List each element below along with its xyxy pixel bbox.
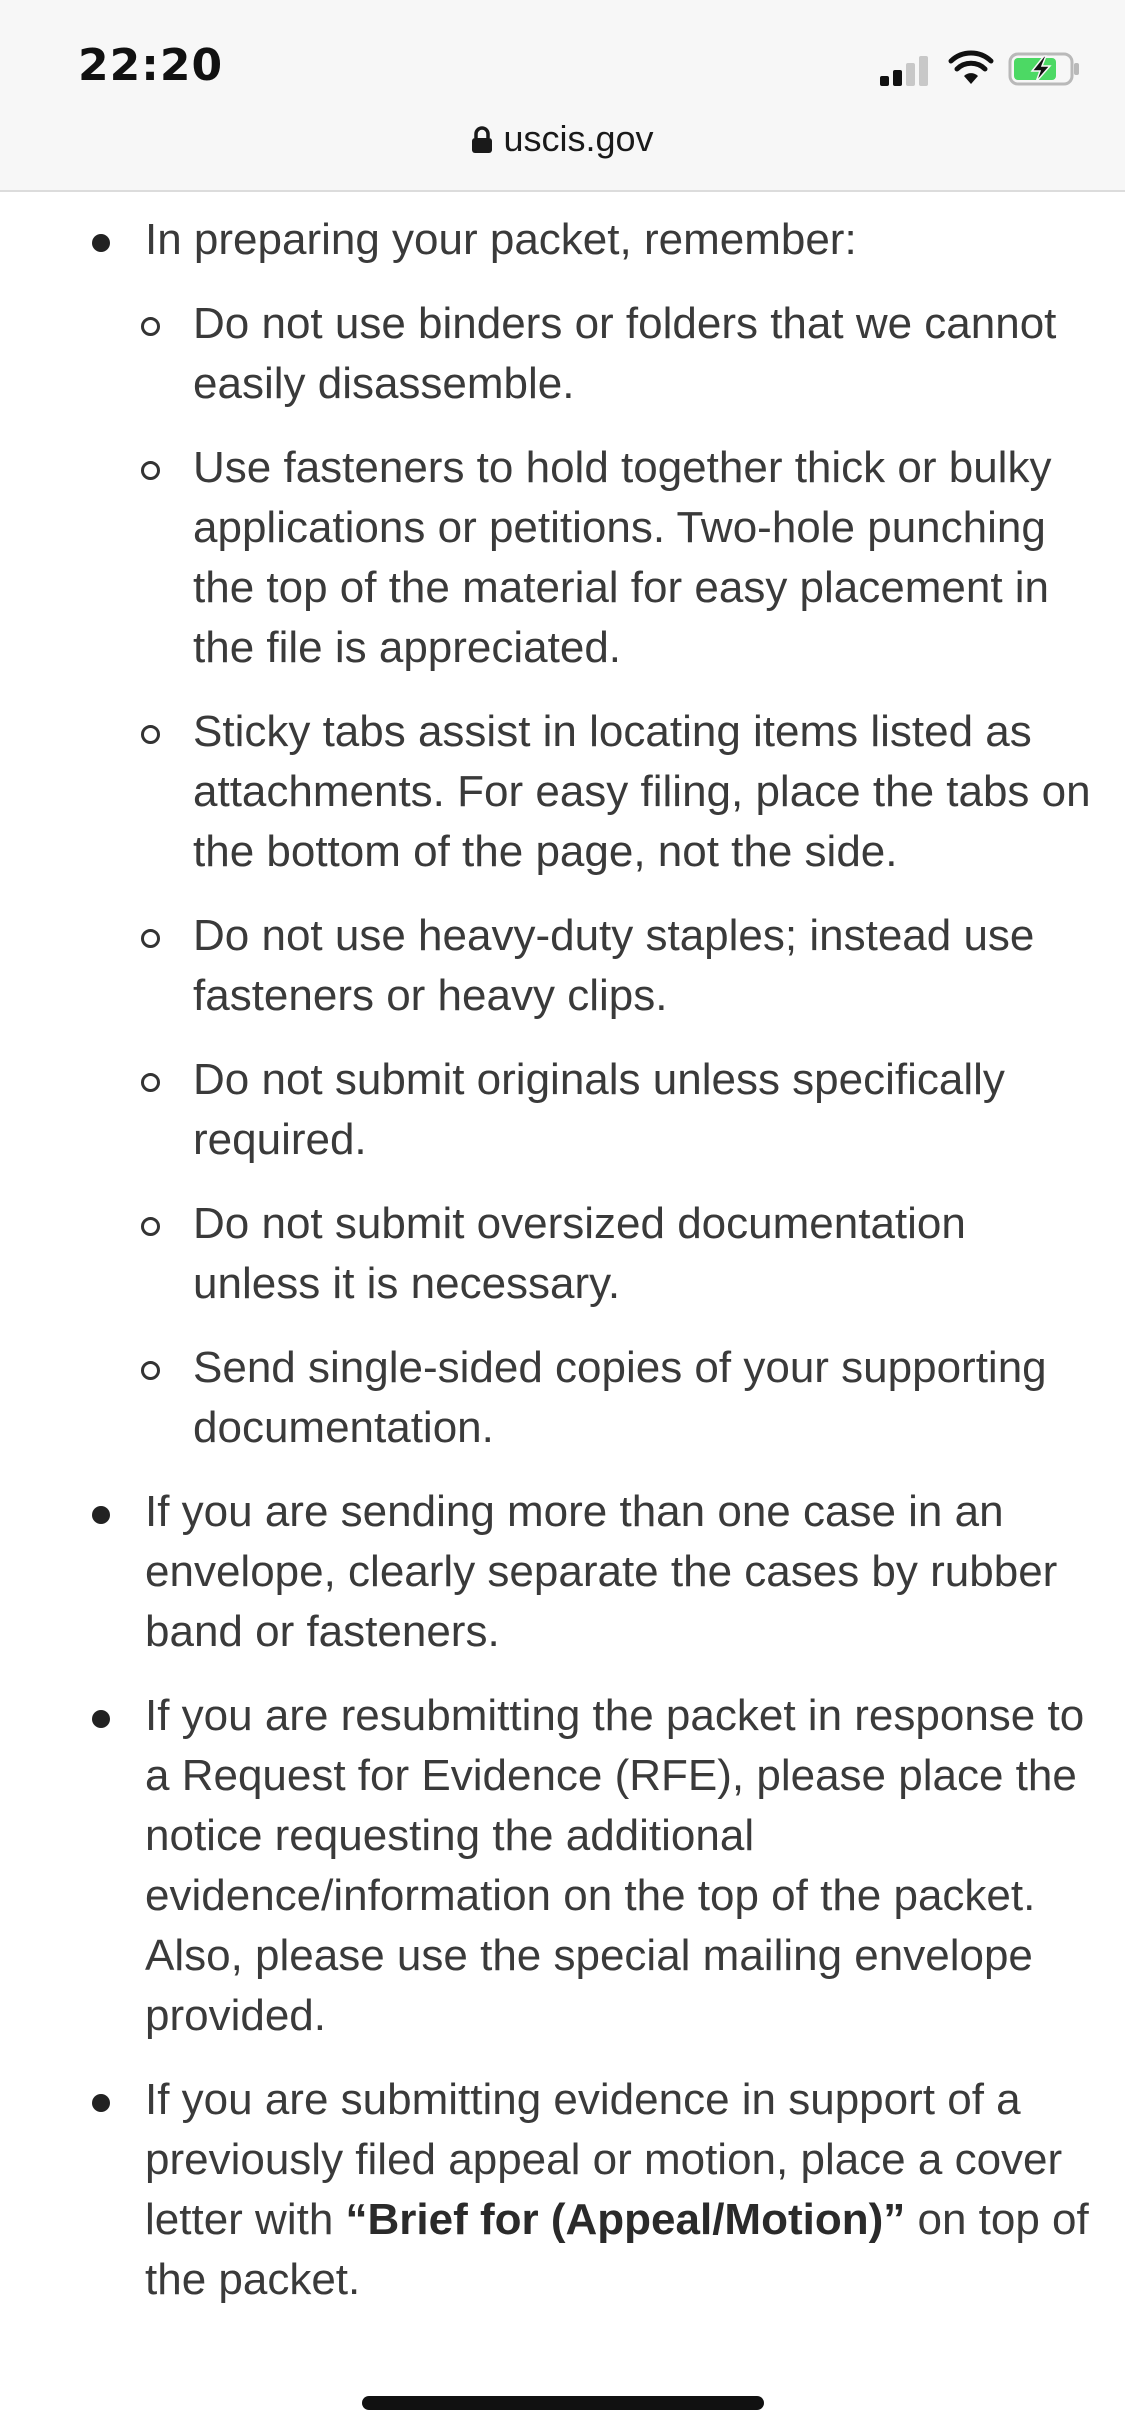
list-item-text: If you are sending more than one case in an envelope, clearly separate the cases by rubber band or fasteners. — [145, 1487, 1058, 1656]
list-item-text-after: on top of the packet. — [145, 2195, 1089, 2304]
guidelines-list — [0, 210, 1125, 2310]
url-domain: uscis.gov — [503, 118, 654, 159]
url-bar[interactable] — [0, 118, 1125, 160]
list-item — [145, 210, 1095, 1458]
sub-list — [145, 294, 1095, 1458]
battery-charging-icon — [1008, 52, 1080, 86]
sub-list-item: Use fasteners to hold together thick or bulky applications or petitions. Two-hole punching the top of the material for easy placement in the file is appreciated. — [193, 438, 1095, 678]
list-item-text-before: If you are submitting evidence in support of a previously filed appeal or motion, place a cover letter with — [145, 2075, 1063, 2244]
sub-list-item: Do not use binders or folders that we cannot easily disassemble. — [193, 294, 1095, 414]
list-item — [145, 1482, 1095, 1662]
list-item-text: If you are resubmitting the packet in response to a Request for Evidence (RFE), please place the notice requesting the additional evidence/information on the top of the packet. Also, please use the special mailing envelope provided. — [145, 1691, 1085, 2040]
sub-list-item: Send single-sided copies of your supporting documentation. — [193, 1338, 1095, 1458]
signal-icon — [880, 54, 932, 86]
list-item-text: In preparing your packet, remember: — [145, 215, 857, 264]
status-time: 22:20 — [78, 40, 224, 91]
sub-list-item: Do not submit originals unless specifically required. — [193, 1050, 1095, 1170]
sub-list-item: Do not submit oversized documentation unless it is necessary. — [193, 1194, 1095, 1314]
home-indicator[interactable] — [362, 2396, 764, 2410]
wifi-icon — [948, 50, 994, 86]
sub-list-item: Sticky tabs assist in locating items listed as attachments. For easy filing, place the tabs on the bottom of the page, not the side. — [193, 702, 1095, 882]
page-content — [0, 210, 1125, 2334]
sub-list-item: Do not use heavy-duty staples; instead use fasteners or heavy clips. — [193, 906, 1095, 1026]
status-bar — [0, 0, 1125, 192]
brief-label-bold: “Brief for (Appeal/Motion)” — [345, 2195, 906, 2244]
list-item — [145, 1686, 1095, 2046]
lock-icon — [471, 126, 493, 154]
list-item — [145, 2070, 1095, 2310]
